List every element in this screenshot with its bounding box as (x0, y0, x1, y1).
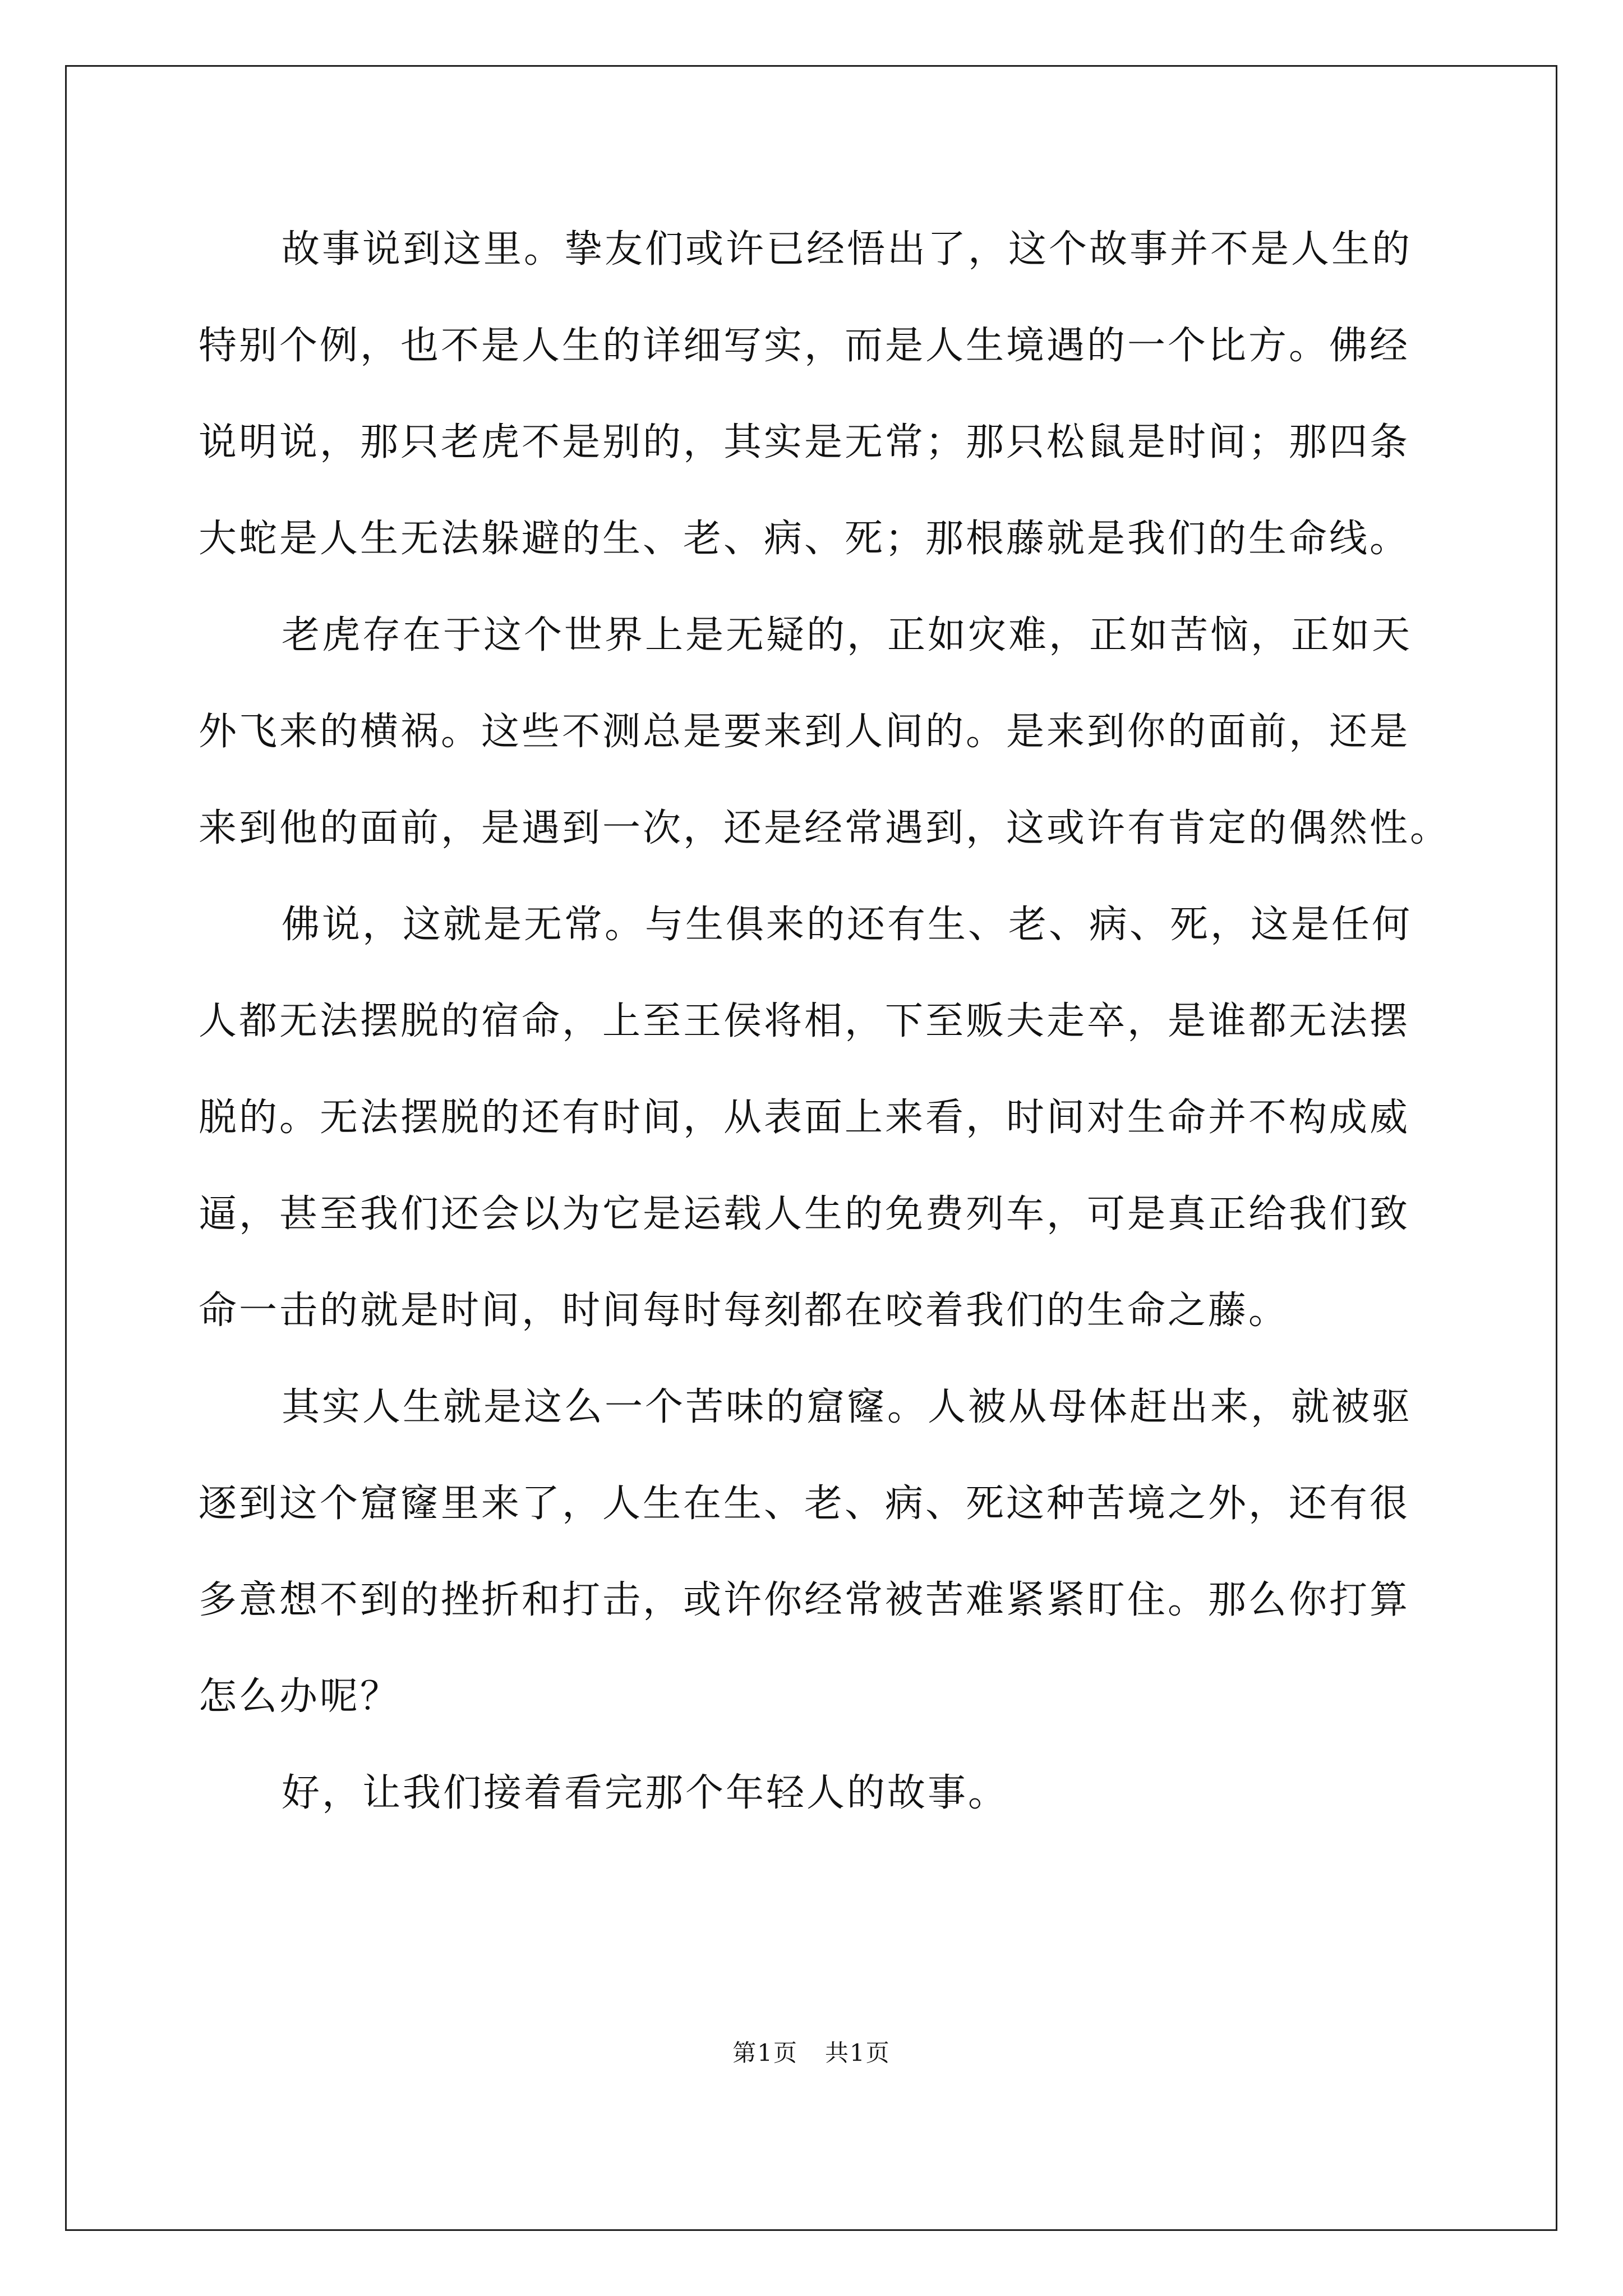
paragraph-1-line-2: 特别个例，也不是人生的详细写实，而是人生境遇的一个比方。佛经 (199, 324, 1410, 368)
paragraph-3-line-3: 脱的。无法摆脱的还有时间，从表面上来看，时间对生命并不构成威 (199, 1096, 1410, 1140)
paragraph-2-line-1: 老虎存在于这个世界上是无疑的，正如灾难，正如苦恼，正如天 (282, 613, 1413, 657)
paragraph-4-line-1: 其实人生就是这么一个苦味的窟窿。人被从母体赶出来，就被驱 (282, 1385, 1413, 1429)
paragraph-1-line-1: 故事说到这里。挚友们或许已经悟出了，这个故事并不是人生的 (282, 227, 1413, 272)
paragraph-5-line-1: 好，让我们接着看完那个年轻人的故事。 (282, 1771, 1009, 1815)
page-number-current: 第1页 (732, 2039, 798, 2067)
paragraph-3-line-5: 命一击的就是时间，时间每时每刻都在咬着我们的生命之藤。 (199, 1289, 1289, 1333)
paragraph-1-line-4: 大蛇是人生无法躲避的生、老、病、死；那根藤就是我们的生命线。 (199, 517, 1410, 561)
document-body (199, 219, 1451, 1859)
paragraph-3-line-2: 人都无法摆脱的宿命，上至王侯将相，下至贩夫走卒，是谁都无法摆 (199, 999, 1410, 1043)
paragraph-4-line-4: 怎么办呢？ (199, 1674, 401, 1719)
paragraph-4-line-2: 逐到这个窟窿里来了，人生在生、老、病、死这种苦境之外，还有很 (199, 1481, 1410, 1526)
paragraph-1-line-3: 说明说，那只老虎不是别的，其实是无常；那只松鼠是时间；那四条 (199, 420, 1410, 464)
paragraph-3-line-1: 佛说，这就是无常。与生俱来的还有生、老、病、死，这是任何 (282, 903, 1413, 947)
page-footer (0, 2036, 1623, 2070)
page-number-total: 共1页 (825, 2039, 891, 2067)
paragraph-4-line-3: 多意想不到的挫折和打击，或许你经常被苦难紧紧盯住。那么你打算 (199, 1578, 1410, 1622)
paragraph-2-line-2: 外飞来的横祸。这些不测总是要来到人间的。是来到你的面前，还是 (199, 710, 1410, 754)
paragraph-2-line-3: 来到他的面前，是遇到一次，还是经常遇到，这或许有肯定的偶然性。 (199, 806, 1451, 850)
paragraph-3-line-4: 逼，甚至我们还会以为它是运载人生的免费列车，可是真正给我们致 (199, 1192, 1410, 1236)
